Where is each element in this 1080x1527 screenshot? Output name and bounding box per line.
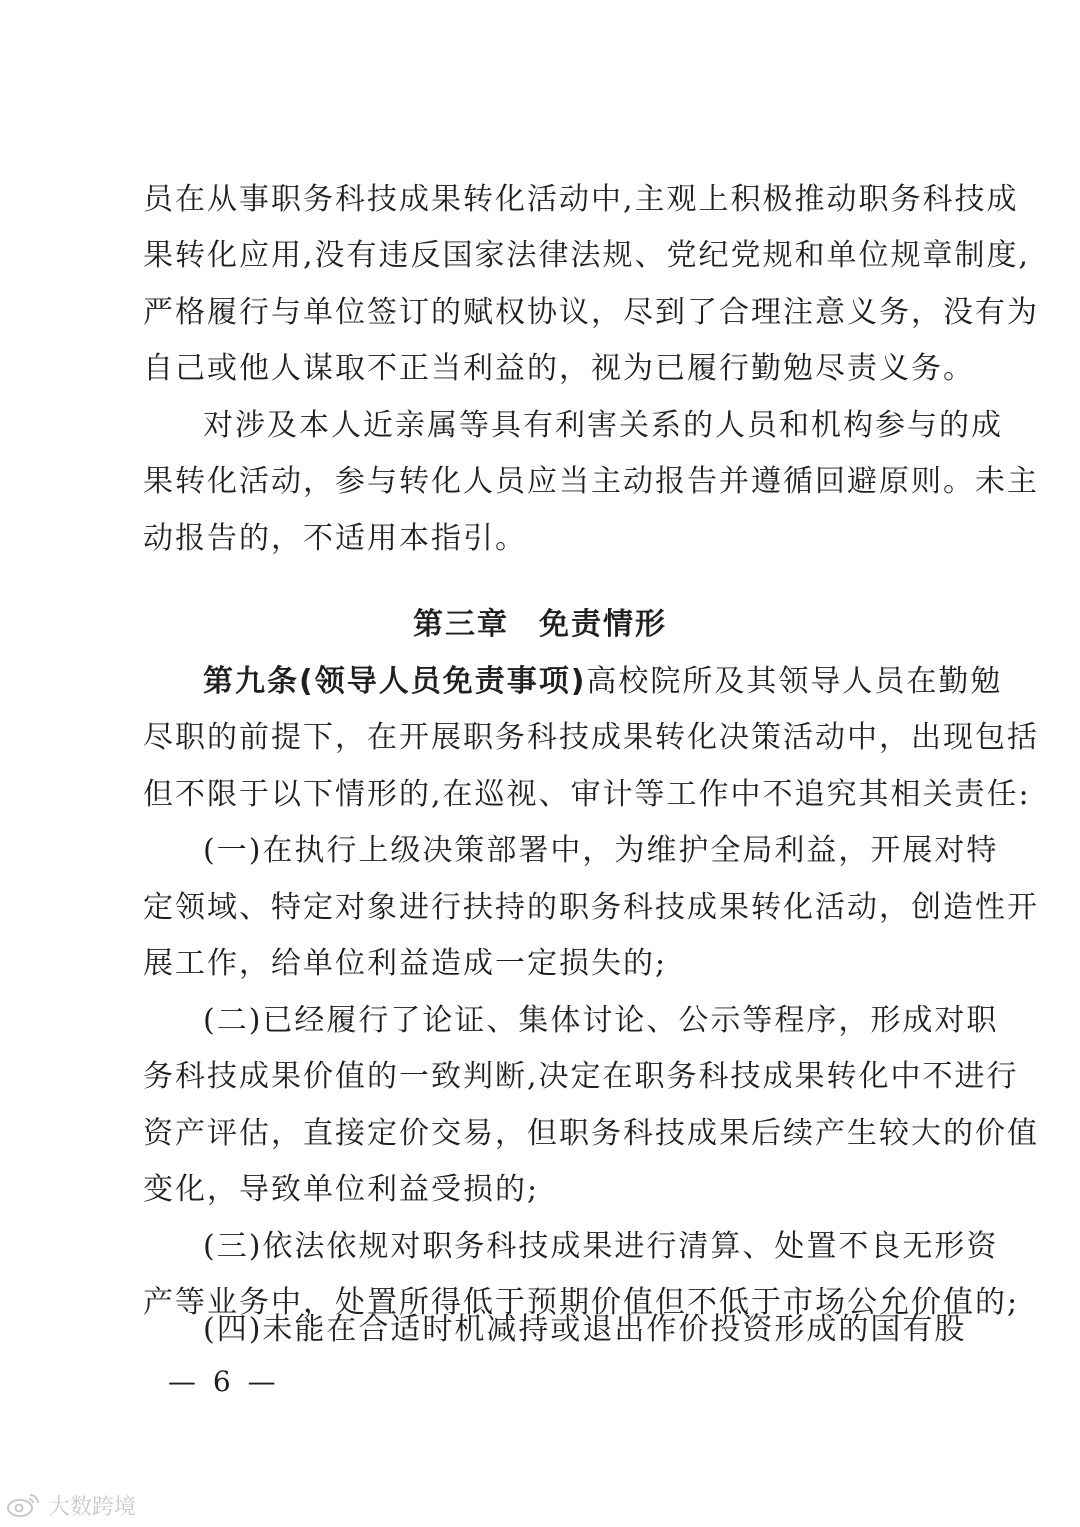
text-line: 展工作，给单位利益造成一定损失的;: [143, 946, 668, 981]
article-first-line: [203, 662, 1003, 702]
text-line: 果转化活动，参与转化人员应当主动报告并遵循回避原则。未主: [143, 464, 1039, 499]
text-line: 但不限于以下情形的,在巡视、审计等工作中不追究其相关责任:: [143, 777, 1031, 812]
text-line: (二)已经履行了论证、集体讨论、公示等程序，形成对职: [203, 1003, 999, 1038]
watermark: [6, 1490, 136, 1520]
text-line: 尽职的前提下，在开展职务科技成果转化决策活动中，出现包括: [143, 720, 1039, 755]
chapter-heading: [0, 605, 1080, 645]
text-line: 动报告的，不适用本指引。: [143, 521, 527, 556]
text-line: 资产评估，直接定价交易，但职务科技成果后续产生较大的价值: [143, 1116, 1039, 1151]
chapter-number: 第三章: [413, 607, 509, 642]
page-number: — 6 —: [168, 1365, 280, 1398]
text-line: 自己或他人谋取不正当利益的，视为已履行勤勉尽责义务。: [143, 351, 975, 386]
text-line: 变化，导致单位利益受损的;: [143, 1172, 540, 1207]
text-line: (一)在执行上级决策部署中，为维护全局利益，开展对特: [203, 833, 999, 868]
text-line: 务科技成果价值的一致判断,决定在职务科技成果转化中不进行: [143, 1059, 1019, 1094]
text-line: (四)未能在合适时机减持或退出作价投资形成的国有股: [203, 1312, 967, 1347]
weibo-icon: [6, 1491, 42, 1519]
text-line: 果转化应用,没有违反国家法律法规、党纪党规和单位规章制度,: [143, 238, 1031, 273]
text-line: (三)依法依规对职务科技成果进行清算、处置不良无形资: [203, 1229, 999, 1264]
chapter-title: 免责情形: [539, 607, 667, 642]
article-title: 第九条(领导人员免责事项): [203, 664, 587, 699]
text-line: 员在从事职务科技成果转化活动中,主观上积极推动职务科技成: [143, 182, 1019, 217]
article-text: 高校院所及其领导人员在勤勉: [586, 664, 1003, 699]
watermark-text: 大数跨境: [48, 1494, 137, 1520]
text-line: 严格履行与单位签订的赋权协议，尽到了合理注意义务，没有为: [143, 295, 1039, 330]
text-line: 定领域、特定对象进行扶持的职务科技成果转化活动，创造性开: [143, 890, 1039, 925]
text-line: 对涉及本人近亲属等具有利害关系的人员和机构参与的成: [203, 408, 1003, 443]
text-line: 产等业务中，处置所得低于预期价值但不低于市场公允价值的;: [143, 1285, 1020, 1320]
